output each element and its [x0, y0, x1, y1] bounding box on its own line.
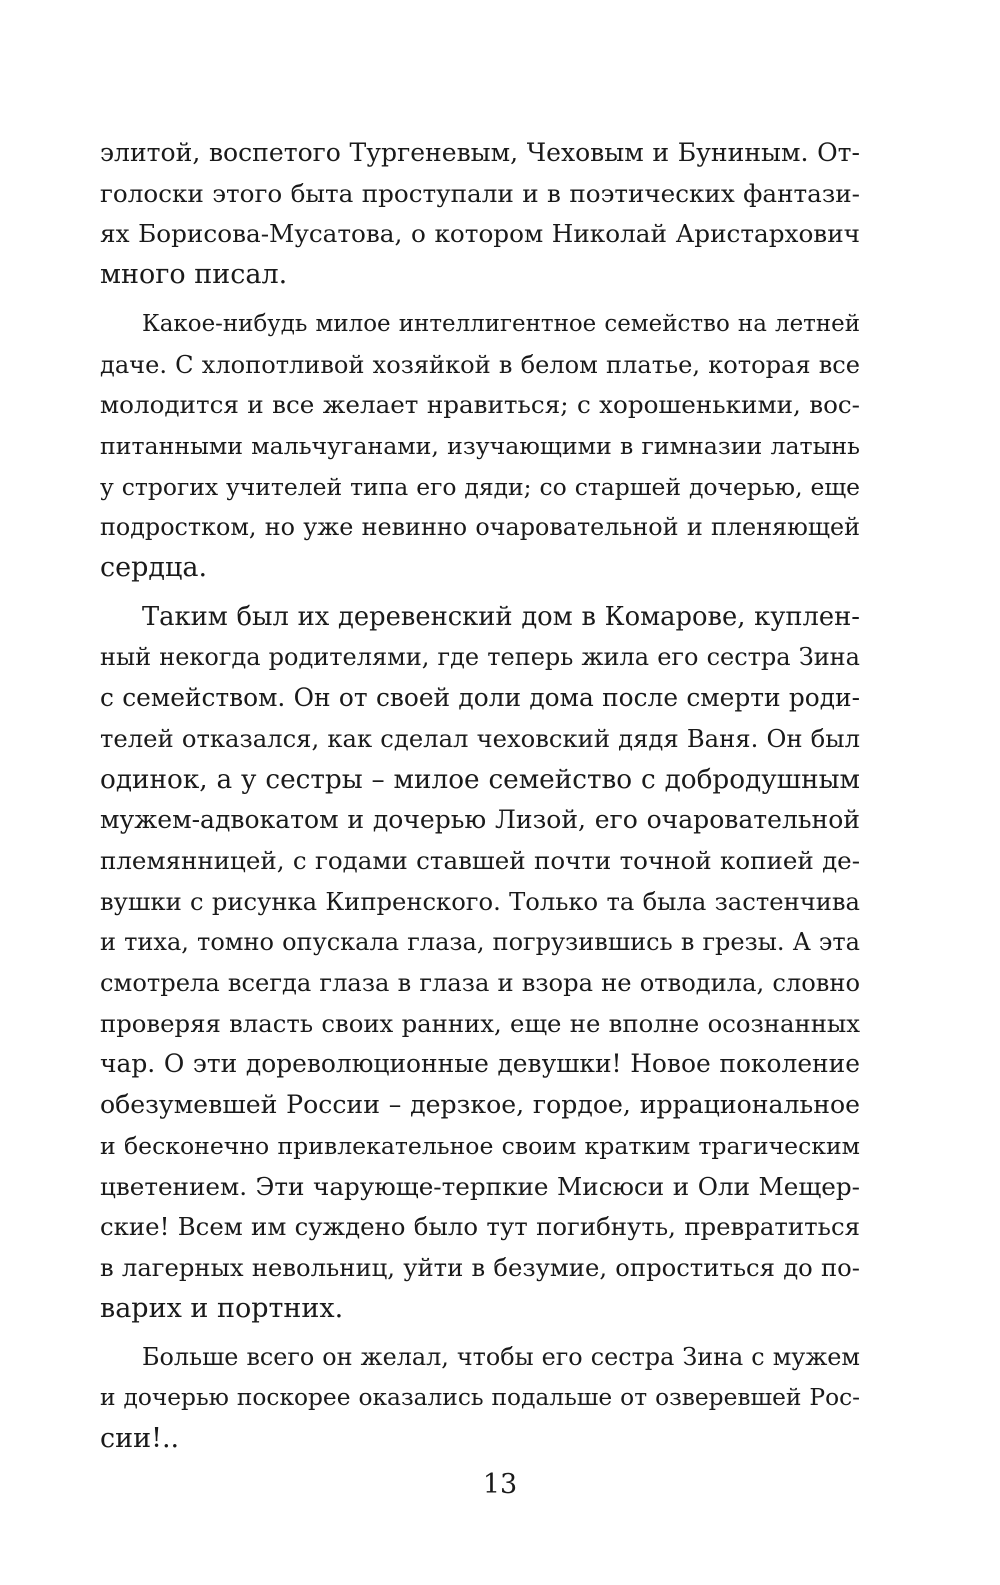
text-line: варих и портних. — [100, 1292, 344, 1324]
text-line: чар. О эти дореволюционные девушки! Новое поколение — [100, 1049, 860, 1079]
paragraph-1 — [100, 133, 860, 296]
text-line: телей отказался, как сделал чеховский дядя Ваня. Он был — [100, 723, 860, 753]
text-line: молодится и все желает нравиться; с хорошенькими, вос- — [100, 390, 860, 420]
text-line: питанными мальчуганами, изучающими в гимназии латынь — [100, 431, 860, 460]
text-line: сердца. — [100, 552, 208, 584]
text-line: мужем-адвокатом и дочерью Лизой, его очаровательной — [100, 805, 860, 835]
paragraph-2 — [100, 304, 860, 589]
text-line: ях Борисова-Мусатова, о котором Николай Аристархович — [100, 219, 860, 249]
text-line: даче. С хлопотливой хозяйкой в белом платье, которая все — [100, 350, 860, 379]
text-line: с семейством. Он от своей доли дома после смерти роди- — [100, 683, 860, 713]
text-line: Таким был их деревенский дом в Комарове, куплен- — [142, 601, 860, 632]
text-line: цветением. Эти чарующе-терпкие Мисюси и Оли Мещер- — [100, 1171, 860, 1201]
text-line: элитой, воспетого Тургеневым, Чеховым и Буниным. От- — [100, 138, 860, 167]
text-line: племянницей, с годами ставшей почти точной копией де- — [100, 845, 860, 875]
text-line: в лагерных невольниц, уйти в безумие, опроститься до по- — [100, 1252, 860, 1282]
text-line: и дочерью поскорее оказались подальше от озверевшей Рос- — [100, 1384, 860, 1412]
text-line: обезумевшей России – дерзкое, гордое, иррациональное — [100, 1090, 860, 1120]
text-line: проверяя власть своих ранних, еще не вполне осознанных — [100, 1008, 860, 1038]
text-line: подростком, но уже невинно очаровательной и пленяющей — [100, 513, 860, 542]
text-line: у строгих учителей типа его дяди; со старшей дочерью, еще — [100, 472, 860, 501]
text-line: смотрела всегда глаза в глаза и взора не отводила, словно — [100, 969, 860, 998]
text-line: Какое-нибудь милое интеллигентное семейство на летней — [142, 310, 860, 337]
text-line: вушки с рисунка Кипренского. Только та была застенчива — [100, 886, 860, 916]
text-line: голоски этого быта проступали и в поэтических фантази- — [100, 178, 860, 208]
page-number: 13 — [482, 1469, 518, 1500]
text-line: и тиха, томно опускала глаза, погрузившись в грезы. А эта — [100, 928, 860, 957]
text-line: Больше всего он желал, чтобы его сестра Зина с мужем — [142, 1343, 860, 1372]
text-line: сии!.. — [100, 1422, 180, 1454]
text-line: одинок, а у сестры – милое семейство с добродушным — [100, 764, 860, 795]
text-line: много писал. — [100, 259, 288, 291]
page-body-text — [100, 133, 860, 1460]
paragraph-3 — [100, 597, 860, 1330]
text-line: и бесконечно привлекательное своим кратким трагическим — [100, 1131, 860, 1160]
text-line: ный некогда родителями, где теперь жила его сестра Зина — [100, 643, 860, 672]
paragraph-4 — [100, 1337, 860, 1459]
text-line: ские! Всем им суждено было тут погибнуть, превратиться — [100, 1212, 860, 1242]
